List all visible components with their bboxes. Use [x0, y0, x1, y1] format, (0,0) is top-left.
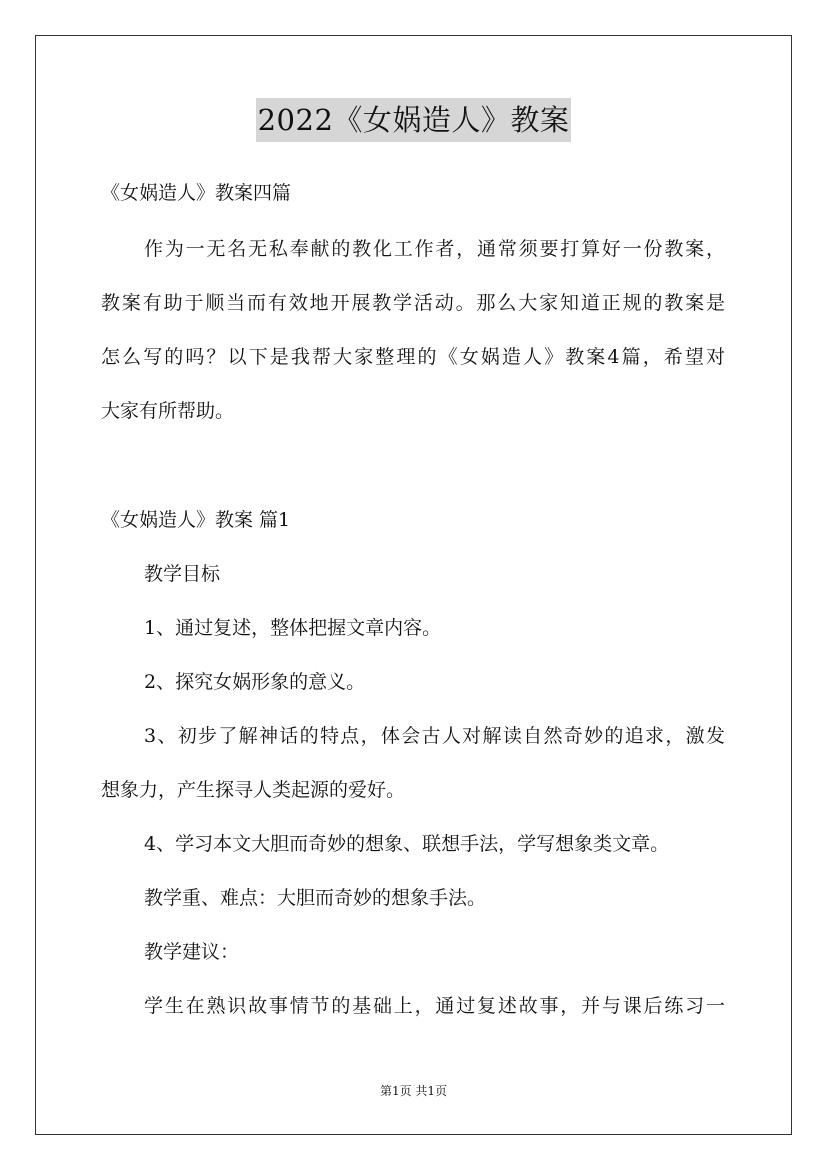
intro-line-1: 作为一无名无私奉献的教化工作者，通常须要打算好一份教案，	[144, 238, 725, 260]
key-points: 教学重、难点：大胆而奇妙的想象手法。	[144, 887, 487, 909]
goals-heading: 教学目标	[144, 563, 221, 585]
section-heading: 《女娲造人》教案 篇1	[101, 509, 291, 531]
goal-3-line-2: 想象力，产生探寻人类起源的爱好。	[101, 779, 406, 801]
goal-2: 2、探究女娲形象的意义。	[144, 671, 366, 693]
goal-4: 4、学习本文大胆而奇妙的想象、联想手法，学写想象类文章。	[144, 833, 670, 855]
intro-line-3: 怎么写的吗？以下是我帮大家整理的《女娲造人》教案4篇，希望对	[101, 346, 725, 368]
goal-1: 1、通过复述，整体把握文章内容。	[144, 617, 442, 639]
goal-3-line-1: 3、初步了解神话的特点，体会古人对解读自然奇妙的追求，激发	[144, 725, 725, 747]
suggestion-heading: 教学建议：	[144, 941, 240, 963]
subtitle: 《女娲造人》教案四篇	[101, 182, 292, 204]
suggestion-text: 学生在熟识故事情节的基础上，通过复述故事，并与课后练习一	[144, 995, 725, 1017]
document-title: 2022《女娲造人》教案	[256, 98, 572, 142]
page-footer: 第1页 共1页	[379, 1084, 448, 1098]
document-title-wrap	[0, 98, 827, 142]
intro-line-2: 教案有助于顺当而有效地开展教学活动。那么大家知道正规的教案是	[101, 292, 725, 314]
intro-line-4: 大家有所帮助。	[101, 400, 235, 422]
